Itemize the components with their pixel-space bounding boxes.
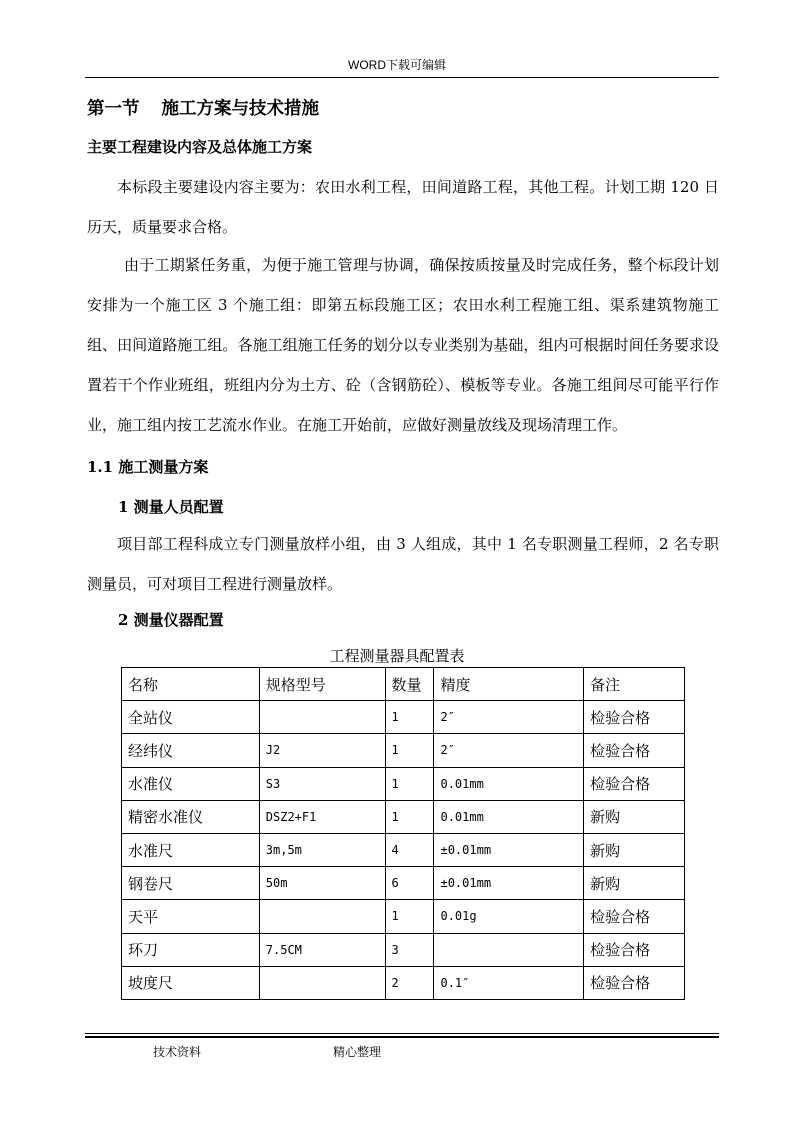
table-row [122, 734, 685, 767]
table-cell: 1 [385, 701, 434, 734]
table-cell: DSZ2+F1 [259, 800, 385, 833]
table-cell: 检验合格 [584, 966, 685, 999]
section-number: 第一节 [87, 99, 140, 119]
table-header-cell: 名称 [122, 668, 260, 701]
table-cell: 水准仪 [122, 767, 260, 800]
table-cell: 0.01mm [434, 800, 584, 833]
table-cell: 检验合格 [584, 900, 685, 933]
table-cell: J2 [259, 734, 385, 767]
footer-rule-thick [85, 1036, 719, 1038]
table-cell: 新购 [584, 867, 685, 900]
table-header-cell: 规格型号 [259, 668, 385, 701]
table-cell: 1 [385, 900, 434, 933]
heading-survey-plan: 1.1 施工测量方案 [87, 458, 209, 476]
table-cell [259, 900, 385, 933]
table-cell: 检验合格 [584, 734, 685, 767]
table-cell: 0.01g [434, 900, 584, 933]
table-cell: 1 [385, 734, 434, 767]
table-cell [259, 701, 385, 734]
paragraph-organization: 由于工期紧任务重，为便于施工管理与协调，确保按质按量及时完成任务，整个标段计划安排为一个施工区 3 个施工组：即第五标段施工区；农田水利工程施工组、渠系建筑物施工组、田间道路施工组。各施工组施工任务的划分以专业类别为基础，组内可根据时间任务要求设置若干个作业班组，班组内分为土方、砼（含钢筋砼）、模板等专业。各施工组间尽可能平行作业，施工组内按工艺流水作业。在施工开始前，应做好测量放线及现场清理工作。 [87, 256, 719, 434]
table-cell: 0.1″ [434, 966, 584, 999]
page-header: WORD下载可编辑 [348, 58, 446, 72]
heading-survey-instruments: 2 测量仪器配置 [118, 611, 224, 629]
table-row [122, 900, 685, 933]
table-cell: 0.01mm [434, 767, 584, 800]
table-cell: 3 [385, 933, 434, 966]
table-header-cell: 备注 [584, 668, 685, 701]
table-cell: 检验合格 [584, 701, 685, 734]
table-row [122, 867, 685, 900]
table-cell: 经纬仪 [122, 734, 260, 767]
table-row [122, 933, 685, 966]
table-cell: 环刀 [122, 933, 260, 966]
table-cell: 50m [259, 867, 385, 900]
table-cell: 坡度尺 [122, 966, 260, 999]
table-cell: 1 [385, 800, 434, 833]
table-cell: 2″ [434, 701, 584, 734]
paragraph-survey-staff: 项目部工程科成立专门测量放样小组，由 3 人组成，其中 1 名专职测量工程师，2 名专职测量员，可对项目工程进行测量放样。 [87, 535, 719, 593]
header-rule [85, 77, 719, 78]
table-row [122, 767, 685, 800]
table-cell: 检验合格 [584, 933, 685, 966]
table-cell: 1 [385, 767, 434, 800]
table-header-cell: 精度 [434, 668, 584, 701]
table-cell: S3 [259, 767, 385, 800]
section-title: 施工方案与技术措施 [161, 99, 319, 119]
table-cell: 天平 [122, 900, 260, 933]
footer-right-text: 精心整理 [333, 1045, 382, 1059]
table-cell: ±0.01mm [434, 867, 584, 900]
heading-survey-staff: 1 测量人员配置 [118, 498, 224, 516]
table-header-cell: 数量 [385, 668, 434, 701]
table-cell: 3m,5m [259, 833, 385, 866]
table-cell: 精密水准仪 [122, 800, 260, 833]
instrument-table [121, 667, 685, 1000]
table-row [122, 833, 685, 866]
table-cell: 水准尺 [122, 833, 260, 866]
paragraph-scope: 本标段主要建设内容主要为：农田水利工程，田间道路工程，其他工程。计划工期 120 日历天，质量要求合格。 [87, 178, 719, 236]
table-cell [434, 933, 584, 966]
table-cell: 2″ [434, 734, 584, 767]
table-cell: 6 [385, 867, 434, 900]
table-row [122, 966, 685, 999]
table-cell: 钢卷尺 [122, 867, 260, 900]
table-cell: 7.5CM [259, 933, 385, 966]
table-caption: 工程测量器具配置表 [329, 647, 465, 665]
table-cell: 4 [385, 833, 434, 866]
footer-rule [85, 1033, 719, 1034]
table-cell: 新购 [584, 833, 685, 866]
table-cell: 检验合格 [584, 767, 685, 800]
table-cell: 新购 [584, 800, 685, 833]
table-cell: 2 [385, 966, 434, 999]
table-cell: ±0.01mm [434, 833, 584, 866]
table-header-row [122, 668, 685, 701]
subsection-heading: 主要工程建设内容及总体施工方案 [87, 138, 313, 156]
table-cell: 全站仪 [122, 701, 260, 734]
table-row [122, 701, 685, 734]
table-row [122, 800, 685, 833]
section-heading [87, 95, 319, 120]
footer-left-text: 技术资料 [153, 1045, 202, 1059]
table-cell [259, 966, 385, 999]
